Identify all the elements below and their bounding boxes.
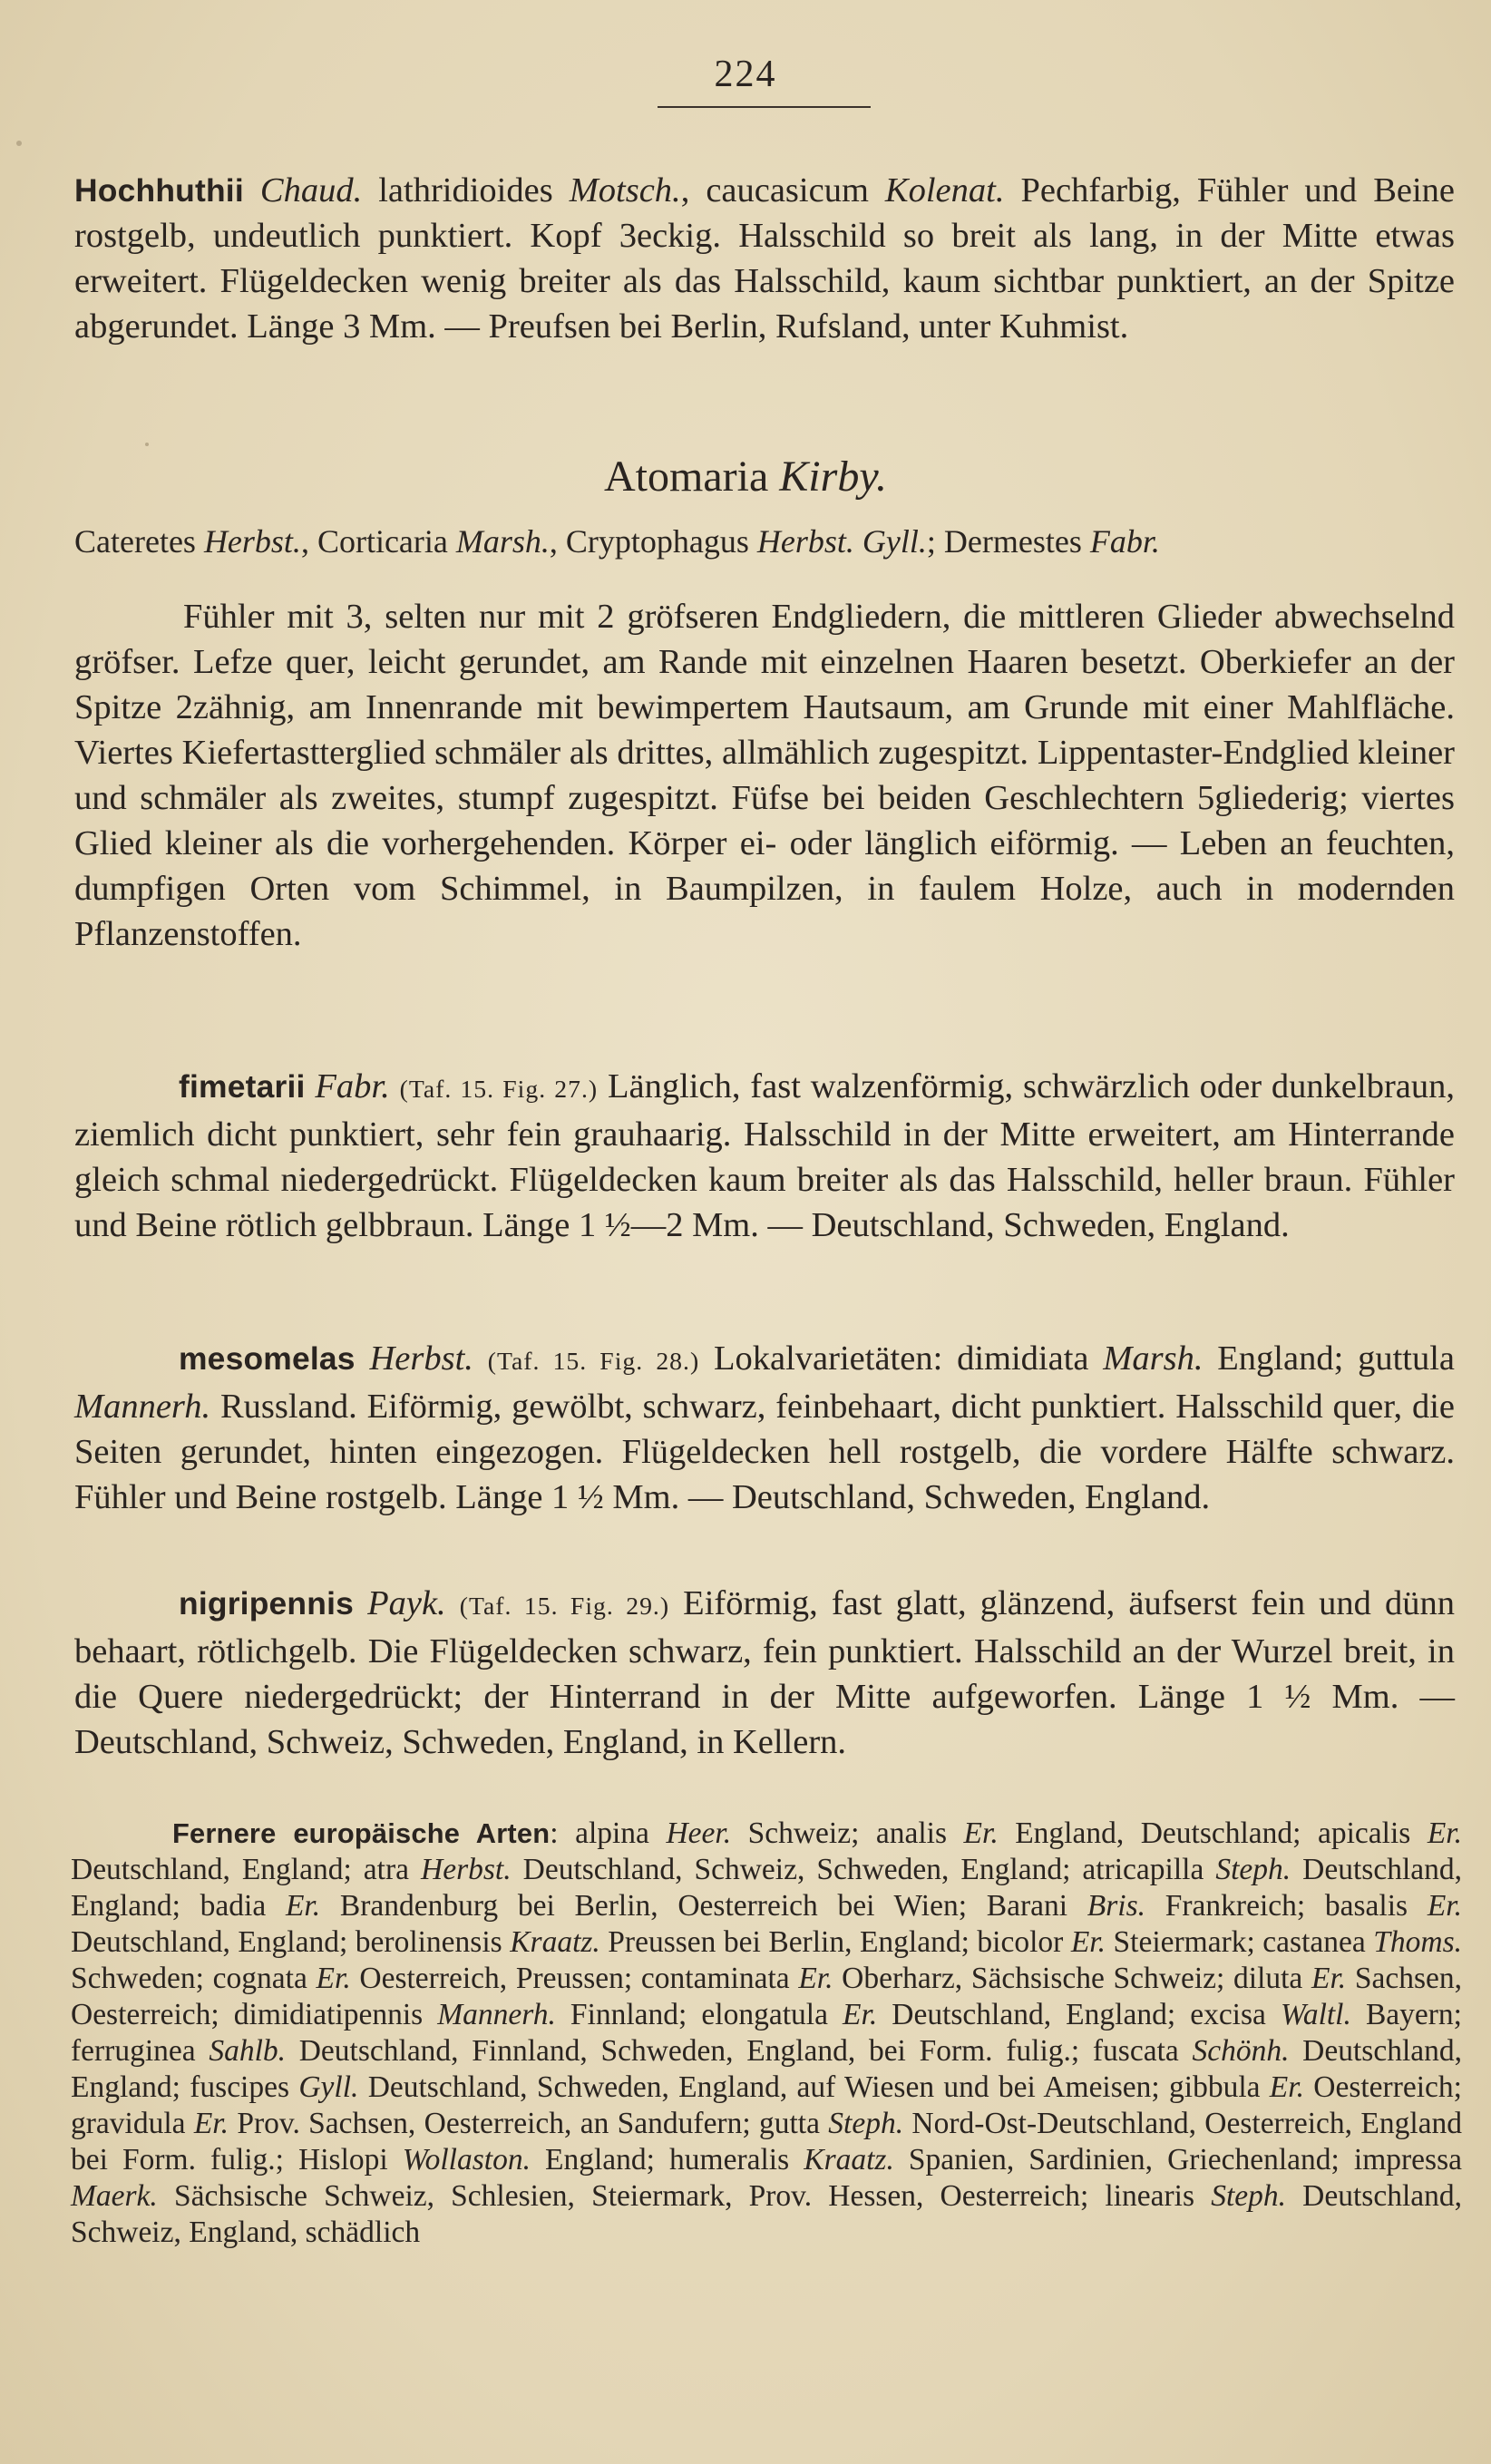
species-author: Er.: [316, 1962, 351, 1995]
entry-fimetarii: [74, 1064, 1455, 1248]
list-text: Steiermark; castanea: [1106, 1925, 1374, 1959]
synonym-author: Marsh.: [455, 523, 550, 560]
list-text: Deutschland, Finnland, Schweden, England, bei Form. fulig.; fuscata: [286, 2034, 1193, 2068]
species-author: Thoms.: [1373, 1925, 1462, 1959]
synonym-author: Fabr.: [1089, 523, 1160, 560]
species-author: Er.: [1427, 1889, 1462, 1923]
list-text: Schweden; cognata: [71, 1962, 317, 1995]
list-text: Oesterreich; gravidula: [71, 2070, 1462, 2140]
species-author: Schönh.: [1192, 2034, 1290, 2068]
genus-synonyms: [74, 519, 1455, 564]
list-text: Oesterreich, Preussen; contaminata: [350, 1962, 799, 1995]
list-text: Deutschland, England; atra: [71, 1853, 422, 1886]
genus-description: Fühler mit 3, selten nur mit 2 gröfseren Endgliedern, die mittleren Glieder abwechselnd gröfser. Lefze quer, leicht gerundet, am Rande mit einzelnen Haaren besetzt. Oberkiefer an der Spitze 2zähnig, am Innenrande mit bewimpertem Hautsaum, am Grunde mit einer Mahlfläche. Viertes Kiefertastterglied schmäler als drittes, allmählich zugespitzt. Lippentaster-Endglied kleiner und schmäler als zweites, stumpf zugespitzt. Füfse bei beiden Geschlechtern 5gliederig; viertes Glied kleiner als die vorhergehenden. Körper ei- oder länglich eiförmig. — Leben an feuchten, dumpfigen Orten vom Schimmel, in Baumpilzen, in faulem Holze, auch in modernden Pflanzenstoffen.: [74, 598, 1455, 953]
list-text: Oberharz, Sächsische Schweiz; diluta: [833, 1962, 1311, 1995]
species-author: Heer.: [666, 1816, 732, 1850]
list-text: Spanien, Sardinien, Griechenland; impressa: [893, 2143, 1462, 2177]
entry-text: Russland. Eiförmig, gewölbt, schwarz, feinbehaart, dicht punktiert. Halsschild quer, die Seiten gerundet, hinten eingezogen. Flügeldecken hell rostgelb, die vordere Hälfte schwarz. Fühler und Beine rostgelb. Länge 1 ½ Mm. — Deutschland, Schweden, England.: [74, 1388, 1455, 1516]
synonym-author: Motsch.: [569, 171, 681, 209]
list-text: England; humeralis: [530, 2143, 804, 2177]
list-text: Deutschland, England; berolinensis: [71, 1925, 511, 1959]
synonym-genus: Cateretes: [74, 523, 196, 560]
genus-heading: [0, 452, 1491, 502]
species-author: Er.: [193, 2107, 229, 2140]
species-author: Bris.: [1087, 1889, 1146, 1923]
entry-text: Lokalvarietäten: dimidiata: [699, 1339, 1104, 1378]
paper-speck: [16, 141, 22, 146]
figure-reference: (Taf. 15. Fig. 29.): [459, 1592, 670, 1620]
section-heading: Fernere europäische Arten: [172, 1817, 551, 1849]
species-author: Steph.: [1211, 2179, 1286, 2213]
genus-author: Kirby.: [779, 453, 887, 501]
species-author: Er.: [1427, 1816, 1462, 1850]
entry-mesomelas: [74, 1336, 1455, 1520]
synonym-author: Gyll.: [862, 523, 927, 560]
list-text: Deutschland, Schweden, England, auf Wiesen und bei Ameisen; gibbula: [358, 2070, 1270, 2104]
list-text: Deutschland, Schweiz, England, schädlich: [71, 2179, 1462, 2249]
species-author: Steph.: [1215, 1853, 1291, 1886]
species-author: Herbst.: [369, 1339, 473, 1378]
entry-text: Länglich, fast walzenförmig, schwärzlich oder dunkelbraun, ziemlich dicht punktiert, sehr fein grauhaarig. Halsschild in der Mitte erweitert, am Hinterrande gleich schmal niedergedrückt. Flügeldecken kaum breiter als das Halsschild, heller braun. Fühler und Beine rötlich gelbbraun. Länge 1 ½—2 Mm. — Deutschland, Schweden, England.: [74, 1067, 1455, 1244]
synonym-author: Herbst.: [756, 523, 854, 560]
list-text: Frankreich; basalis: [1145, 1889, 1428, 1923]
synonym-author: Herbst.: [203, 523, 301, 560]
entry-text: Eiförmig, fast glatt, glänzend, äufserst fein und dünn behaart, rötlichgelb. Die Flügeldecken schwarz, fein punktiert. Halsschild an der Wurzel breit, in die Quere niedergedrückt; der Hinterrand in der Mitte aufgeworfen. Länge 1 ½ Mm. — Deutschland, Schweiz, Schweden, England, in Kellern.: [74, 1584, 1456, 1761]
list-text: Brandenburg bei Berlin, Oesterreich bei Wien; Barani: [320, 1889, 1087, 1923]
list-text: Finnland; elongatula: [555, 1998, 843, 2031]
genus-name: Atomaria: [604, 453, 769, 501]
list-text: Sächsische Schweiz, Schlesien, Steiermark, Prov. Hessen, Oesterreich; linearis: [157, 2179, 1212, 2213]
entry-text: , caucasicum: [680, 171, 885, 209]
entry-text: England; guttula: [1203, 1339, 1456, 1378]
species-name: mesomelas: [179, 1340, 356, 1377]
species-author: Steph.: [828, 2107, 904, 2140]
list-text: Deutschland, England; excisa: [877, 1998, 1281, 2031]
species-author: Mannerh.: [437, 1998, 556, 2031]
synonym-author: Kolenat.: [884, 171, 1005, 209]
species-author: Er.: [843, 1998, 878, 2031]
species-author: Er.: [963, 1816, 999, 1850]
figure-reference: (Taf. 15. Fig. 27.): [399, 1075, 599, 1103]
species-author: Herbst.: [421, 1853, 512, 1886]
species-author: Kraatz.: [804, 2143, 894, 2177]
species-author: Er.: [1070, 1925, 1106, 1959]
species-author: Gyll.: [298, 2070, 359, 2104]
paper-speck: [145, 443, 149, 446]
synonym-author: Marsh.: [1103, 1339, 1204, 1378]
list-text: Deutschland, Schweiz, Schweden, England; atricapilla: [511, 1853, 1216, 1886]
species-name: fimetarii: [179, 1068, 306, 1105]
list-text: England, Deutschland; apicalis: [998, 1816, 1428, 1850]
synonym-genus: , Corticaria: [300, 523, 448, 560]
list-text: Nord-Ost-Deutschland, Oesterreich, England bei Form. fulig.; Hislopi: [71, 2107, 1463, 2177]
species-author: Er.: [798, 1962, 833, 1995]
species-name: nigripennis: [179, 1585, 355, 1622]
header-rule: [658, 106, 871, 108]
page-number: 224: [714, 54, 777, 95]
list-text: Deutschland, England; fuscipes: [71, 2034, 1462, 2104]
synonym-author: Mannerh.: [74, 1388, 211, 1426]
synonym-genus: ; Dermestes: [926, 523, 1082, 560]
entry-text: Pechfarbig, Fühler und Beine rostgelb, undeutlich punktiert. Kopf 3eckig. Halsschild so breit als lang, in der Mitte etwas erweitert. Flügeldecken wenig breiter als das Halsschild, kaum sichtbar punktiert, an der Spitze abgerundet. Länge 3 Mm. — Preufsen bei Berlin, Rufsland, unter Kuhmist.: [74, 171, 1455, 346]
list-text: Schweiz; analis: [731, 1816, 964, 1850]
further-species-list: [71, 1816, 1462, 2251]
list-text: Prov. Sachsen, Oesterreich, an Sandufern; gutta: [229, 2107, 829, 2140]
list-text: Sachsen, Oesterreich; dimidiatipennis: [71, 1962, 1463, 2031]
species-author: Fabr.: [315, 1067, 390, 1105]
figure-reference: (Taf. 15. Fig. 28.): [487, 1347, 700, 1375]
species-name: Hochhuthii: [74, 172, 244, 209]
list-text: Bayern; ferruginea: [71, 1998, 1462, 2068]
species-author: Er.: [285, 1889, 321, 1923]
species-author: Wollaston.: [402, 2143, 531, 2177]
species-author: Sahlb.: [209, 2034, 287, 2068]
species-author: Er.: [1311, 1962, 1347, 1995]
entry-hochhuthii: [74, 168, 1455, 349]
species-author: Waltl.: [1280, 1998, 1351, 2031]
species-author: Er.: [1269, 2070, 1304, 2104]
entry-nigripennis: [74, 1581, 1455, 1765]
entry-text: lathridioides: [362, 171, 570, 209]
species-author: Chaud.: [259, 171, 363, 209]
list-text: Preussen bei Berlin, England; bicolor: [599, 1925, 1071, 1959]
synonym-genus: , Cryptophagus: [549, 523, 749, 560]
species-author: Payk.: [367, 1584, 446, 1622]
list-text: : alpina: [550, 1816, 667, 1850]
species-author: Kraatz.: [510, 1925, 600, 1959]
list-text: Deutschland, England; badia: [71, 1853, 1463, 1923]
species-author: Maerk.: [71, 2179, 158, 2213]
